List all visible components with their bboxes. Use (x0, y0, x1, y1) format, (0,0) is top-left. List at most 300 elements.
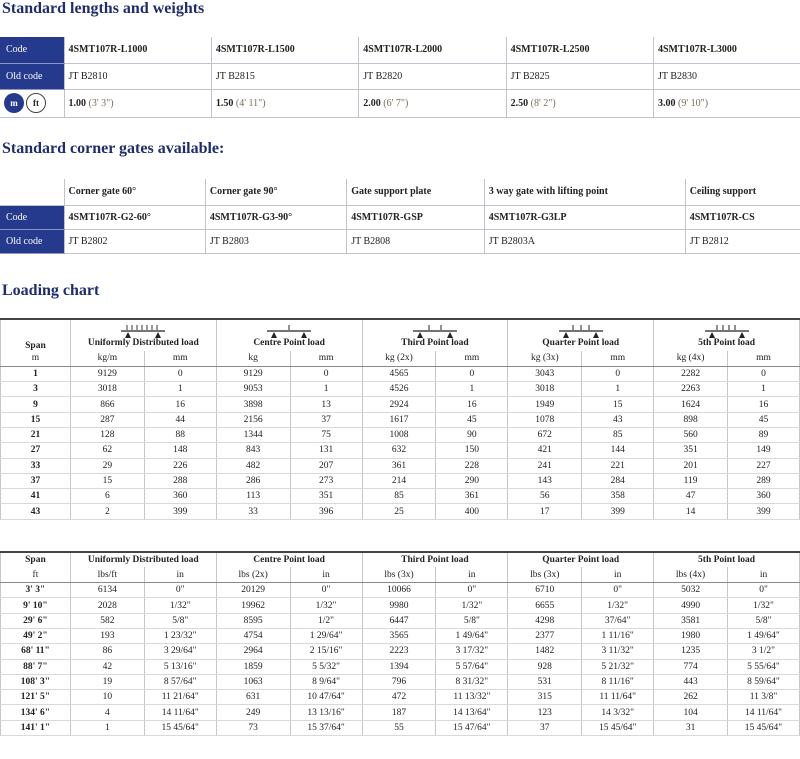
value-cell: 796 (362, 674, 436, 689)
value-cell: 119 (654, 473, 728, 488)
value-cell: 15 45/64" (144, 720, 216, 735)
value-cell: 15 (70, 473, 144, 488)
span-cell: 29' 6" (1, 613, 71, 628)
value-cell: 15 45/64" (728, 720, 800, 735)
value-cell: 2377 (508, 628, 582, 643)
value-cell: 8 9/64" (290, 674, 362, 689)
value-cell: 6 (70, 489, 144, 504)
value-cell: 0" (582, 583, 654, 598)
lengths-table (0, 37, 800, 118)
table-row (1, 720, 800, 735)
unit-header: kg (3x) (508, 351, 582, 366)
value-cell: 2964 (216, 644, 290, 659)
value-cell: 360 (728, 489, 800, 504)
unit-header: mm (582, 351, 654, 366)
span-label: Span (1, 552, 71, 567)
value-cell: 62 (70, 443, 144, 458)
span-unit: m (1, 351, 71, 366)
value-cell: 56 (508, 489, 582, 504)
table-row (1, 705, 800, 720)
value-cell: 2028 (70, 598, 144, 613)
value-cell: 632 (362, 443, 436, 458)
value-cell: 6447 (362, 613, 436, 628)
value-cell: 360 (144, 489, 216, 504)
value-cell: 1624 (654, 397, 728, 412)
span-cell: 37 (1, 473, 71, 488)
value-cell: 631 (216, 690, 290, 705)
value-cell: 531 (508, 674, 582, 689)
value-cell: 399 (728, 504, 800, 519)
value-cell: 9129 (70, 366, 144, 381)
group-third-point: Third Point load (362, 552, 508, 567)
value-cell: 8 31/32" (436, 674, 508, 689)
span-cell: 49' 2" (1, 628, 71, 643)
value-cell: 226 (144, 458, 216, 473)
value-cell: 15 37/64" (290, 720, 362, 735)
third-point-diagram-icon (411, 324, 459, 338)
span-label: Span (1, 319, 71, 351)
value-cell: 361 (362, 458, 436, 473)
value-cell: 351 (290, 489, 362, 504)
value-cell: 4565 (362, 366, 436, 381)
value-cell: 1980 (654, 628, 728, 643)
value-cell: 3018 (70, 382, 144, 397)
length-size: 1.50 (4' 11") (211, 89, 358, 117)
group-centre-point: Centre Point load (216, 319, 362, 351)
length-old-code: JT B2825 (506, 63, 653, 89)
group-quarter-point: Quarter Point load (508, 552, 654, 567)
value-cell: 148 (144, 443, 216, 458)
section-title-lengths: Standard lengths and weights (2, 0, 205, 17)
value-cell: 10066 (362, 583, 436, 598)
value-cell: 14 11/64" (728, 705, 800, 720)
value-cell: 0" (728, 583, 800, 598)
value-cell: 866 (70, 397, 144, 412)
value-cell: 89 (728, 427, 800, 442)
gate-name: Corner gate 90° (205, 179, 346, 205)
value-cell: 16 (144, 397, 216, 412)
value-cell: 0 (290, 366, 362, 381)
value-cell: 6710 (508, 583, 582, 598)
gate-old-code: JT B2812 (685, 229, 800, 253)
value-cell: 9980 (362, 598, 436, 613)
value-cell: 13 (290, 397, 362, 412)
value-cell: 123 (508, 705, 582, 720)
metric-body (1, 366, 800, 519)
value-cell: 14 11/64" (144, 705, 216, 720)
value-cell: 150 (436, 443, 508, 458)
value-cell: 5 57/64" (436, 659, 508, 674)
length-code: 4SMT107R-L2000 (359, 37, 506, 63)
value-cell: 0" (144, 583, 216, 598)
gates-old-code-row (0, 229, 800, 253)
value-cell: 241 (508, 458, 582, 473)
metric-group-row (1, 319, 800, 351)
value-cell: 10 (70, 690, 144, 705)
value-cell: 4 (70, 705, 144, 720)
value-cell: 262 (654, 690, 728, 705)
value-cell: 8595 (216, 613, 290, 628)
table-row (1, 598, 800, 613)
value-cell: 4990 (654, 598, 728, 613)
value-cell: 55 (362, 720, 436, 735)
table-row (1, 504, 800, 519)
value-cell: 17 (508, 504, 582, 519)
span-cell: 21 (1, 427, 71, 442)
group-centre-point: Centre Point load (216, 552, 362, 567)
value-cell: 928 (508, 659, 582, 674)
value-cell: 31 (654, 720, 728, 735)
value-cell: 5 13/16" (144, 659, 216, 674)
length-code: 4SMT107R-L2500 (506, 37, 653, 63)
length-size: 2.00 (6' 7") (359, 89, 506, 117)
value-cell: 4526 (362, 382, 436, 397)
value-cell: 8 57/64" (144, 674, 216, 689)
value-cell: 2223 (362, 644, 436, 659)
value-cell: 1 49/64" (728, 628, 800, 643)
value-cell: 128 (70, 427, 144, 442)
value-cell: 672 (508, 427, 582, 442)
value-cell: 1 (290, 382, 362, 397)
length-code: 4SMT107R-L1500 (211, 37, 358, 63)
value-cell: 396 (290, 504, 362, 519)
value-cell: 2 (70, 504, 144, 519)
length-size: 1.00 (3' 3") (64, 89, 211, 117)
value-cell: 11 3/8" (728, 690, 800, 705)
value-cell: 4298 (508, 613, 582, 628)
span-cell: 15 (1, 412, 71, 427)
value-cell: 104 (654, 705, 728, 720)
group-third-point: Third Point load (362, 319, 508, 351)
lengths-size-row (0, 89, 800, 117)
value-cell: 5/8" (436, 613, 508, 628)
value-cell: 0 (436, 366, 508, 381)
table-row (1, 443, 800, 458)
value-cell: 3018 (508, 382, 582, 397)
span-cell: 43 (1, 504, 71, 519)
section-title-loading: Loading chart (2, 282, 100, 299)
span-cell: 41 (1, 489, 71, 504)
table-row (1, 458, 800, 473)
gate-name: Corner gate 60° (64, 179, 205, 205)
value-cell: 287 (70, 412, 144, 427)
span-cell: 134' 6" (1, 705, 71, 720)
value-cell: 3043 (508, 366, 582, 381)
gates-name-row (0, 179, 800, 205)
value-cell: 582 (70, 613, 144, 628)
unit-header: mm (436, 351, 508, 366)
span-cell: 1 (1, 366, 71, 381)
group-fifth-point: 5th Point load (654, 319, 800, 351)
value-cell: 90 (436, 427, 508, 442)
span-cell: 141' 1" (1, 720, 71, 735)
value-cell: 399 (144, 504, 216, 519)
lengths-code-row (0, 37, 800, 63)
value-cell: 5/8" (144, 613, 216, 628)
value-cell: 1/32" (582, 598, 654, 613)
value-cell: 3 17/32" (436, 644, 508, 659)
value-cell: 1/32" (436, 598, 508, 613)
span-cell: 108' 3" (1, 674, 71, 689)
gate-code: 4SMT107R-G3-90° (205, 205, 346, 229)
unit-header: mm (144, 351, 216, 366)
value-cell: 1859 (216, 659, 290, 674)
value-cell: 37 (290, 412, 362, 427)
value-cell: 25 (362, 504, 436, 519)
value-cell: 45 (436, 412, 508, 427)
value-cell: 1063 (216, 674, 290, 689)
value-cell: 443 (654, 674, 728, 689)
value-cell: 288 (144, 473, 216, 488)
value-cell: 9129 (216, 366, 290, 381)
value-cell: 10 47/64" (290, 690, 362, 705)
value-cell: 2 15/16" (290, 644, 362, 659)
imperial-body (1, 583, 800, 736)
gates-code-row (0, 205, 800, 229)
value-cell: 143 (508, 473, 582, 488)
value-cell: 15 (582, 397, 654, 412)
gate-name: Ceiling support (685, 179, 800, 205)
table-row (1, 397, 800, 412)
value-cell: 47 (654, 489, 728, 504)
gate-code: 4SMT107R-CS (685, 205, 800, 229)
unit-toggle (0, 89, 64, 117)
fifth-point-diagram-icon (703, 324, 751, 338)
value-cell: 5/8" (728, 613, 800, 628)
value-cell: 14 (654, 504, 728, 519)
value-cell: 11 21/64" (144, 690, 216, 705)
span-cell: 33 (1, 458, 71, 473)
value-cell: 361 (436, 489, 508, 504)
lengths-old-code-row (0, 63, 800, 89)
value-cell: 207 (290, 458, 362, 473)
span-unit: ft (1, 567, 71, 582)
value-cell: 0 (582, 366, 654, 381)
table-row (1, 659, 800, 674)
value-cell: 228 (436, 458, 508, 473)
table-row (1, 366, 800, 381)
gate-old-code: JT B2803A (484, 229, 685, 253)
value-cell: 286 (216, 473, 290, 488)
span-cell: 3 (1, 382, 71, 397)
value-cell: 221 (582, 458, 654, 473)
value-cell: 201 (654, 458, 728, 473)
length-old-code: JT B2810 (64, 63, 211, 89)
span-cell: 9' 10" (1, 598, 71, 613)
unit-header: kg (216, 351, 290, 366)
value-cell: 42 (70, 659, 144, 674)
value-cell: 14 3/32" (582, 705, 654, 720)
value-cell: 2263 (654, 382, 728, 397)
value-cell: 472 (362, 690, 436, 705)
value-cell: 898 (654, 412, 728, 427)
value-cell: 88 (144, 427, 216, 442)
quarter-point-diagram-icon (557, 324, 605, 338)
unit-header: lbs (2x) (216, 567, 290, 582)
value-cell: 5032 (654, 583, 728, 598)
value-cell: 37 (508, 720, 582, 735)
length-size: 3.00 (9' 10") (654, 89, 800, 117)
unit-header: kg/m (70, 351, 144, 366)
value-cell: 5 5/32" (290, 659, 362, 674)
value-cell: 8 11/16" (582, 674, 654, 689)
imperial-group-row (1, 552, 800, 567)
gate-code: 4SMT107R-G2-60° (64, 205, 205, 229)
value-cell: 131 (290, 443, 362, 458)
row-label-old-code: Old code (0, 229, 64, 253)
value-cell: 5 21/32" (582, 659, 654, 674)
value-cell: 19962 (216, 598, 290, 613)
value-cell: 13 13/16" (290, 705, 362, 720)
table-row (1, 427, 800, 442)
imperial-units-row (1, 567, 800, 582)
value-cell: 774 (654, 659, 728, 674)
length-old-code: JT B2830 (654, 63, 800, 89)
length-size: 2.50 (8' 2") (506, 89, 653, 117)
length-old-code: JT B2815 (211, 63, 358, 89)
value-cell: 44 (144, 412, 216, 427)
value-cell: 0 (144, 366, 216, 381)
value-cell: 14 13/64" (436, 705, 508, 720)
table-row (1, 628, 800, 643)
unit-ft-button[interactable]: ft (26, 93, 46, 113)
unit-header: lbs/ft (70, 567, 144, 582)
value-cell: 0" (290, 583, 362, 598)
value-cell: 75 (290, 427, 362, 442)
unit-header: lbs (3x) (508, 567, 582, 582)
value-cell: 1344 (216, 427, 290, 442)
group-fifth-point: 5th Point load (654, 552, 800, 567)
value-cell: 86 (70, 644, 144, 659)
span-cell: 9 (1, 397, 71, 412)
value-cell: 85 (362, 489, 436, 504)
loading-chart-metric (0, 318, 800, 520)
unit-header: mm (728, 351, 800, 366)
gate-code: 4SMT107R-G3LP (484, 205, 685, 229)
group-udl: Uniformly Distributed load (70, 319, 216, 351)
value-cell: 358 (582, 489, 654, 504)
value-cell: 0" (436, 583, 508, 598)
value-cell: 16 (728, 397, 800, 412)
value-cell: 227 (728, 458, 800, 473)
gate-code: 4SMT107R-GSP (347, 205, 485, 229)
value-cell: 16 (436, 397, 508, 412)
value-cell: 1 (144, 382, 216, 397)
table-row (1, 674, 800, 689)
value-cell: 1 49/64" (436, 628, 508, 643)
table-row (1, 489, 800, 504)
value-cell: 3 29/64" (144, 644, 216, 659)
table-row (1, 644, 800, 659)
value-cell: 11 13/32" (436, 690, 508, 705)
value-cell: 1/32" (728, 598, 800, 613)
gates-table (0, 179, 800, 254)
value-cell: 0 (728, 366, 800, 381)
value-cell: 214 (362, 473, 436, 488)
value-cell: 45 (728, 412, 800, 427)
unit-header: in (290, 567, 362, 582)
value-cell: 289 (728, 473, 800, 488)
centre-point-diagram-icon (265, 324, 313, 338)
value-cell: 3581 (654, 613, 728, 628)
value-cell: 144 (582, 443, 654, 458)
row-label-code: Code (0, 205, 64, 229)
value-cell: 3565 (362, 628, 436, 643)
gate-name: 3 way gate with lifting point (484, 179, 685, 205)
value-cell: 29 (70, 458, 144, 473)
unit-header: kg (4x) (654, 351, 728, 366)
value-cell: 73 (216, 720, 290, 735)
value-cell: 4754 (216, 628, 290, 643)
value-cell: 33 (216, 504, 290, 519)
unit-header: lbs (4x) (654, 567, 728, 582)
unit-header: mm (290, 351, 362, 366)
row-label-old-code: Old code (0, 63, 64, 89)
value-cell: 193 (70, 628, 144, 643)
value-cell: 8 59/64" (728, 674, 800, 689)
value-cell: 113 (216, 489, 290, 504)
section-title-gates: Standard corner gates available: (2, 140, 225, 157)
value-cell: 20129 (216, 583, 290, 598)
unit-header: in (436, 567, 508, 582)
value-cell: 1 11/16" (582, 628, 654, 643)
metric-units-row (1, 351, 800, 366)
value-cell: 1394 (362, 659, 436, 674)
value-cell: 19 (70, 674, 144, 689)
value-cell: 1 29/64" (290, 628, 362, 643)
unit-m-button[interactable]: m (4, 93, 24, 113)
unit-header: in (144, 567, 216, 582)
group-quarter-point: Quarter Point load (508, 319, 654, 351)
value-cell: 2156 (216, 412, 290, 427)
value-cell: 149 (728, 443, 800, 458)
value-cell: 37/64" (582, 613, 654, 628)
value-cell: 421 (508, 443, 582, 458)
loading-chart-imperial (0, 551, 800, 736)
value-cell: 843 (216, 443, 290, 458)
value-cell: 1949 (508, 397, 582, 412)
span-cell: 3' 3" (1, 583, 71, 598)
span-cell: 68' 11" (1, 644, 71, 659)
value-cell: 2924 (362, 397, 436, 412)
value-cell: 1078 (508, 412, 582, 427)
value-cell: 15 45/64" (582, 720, 654, 735)
span-cell: 121' 5" (1, 690, 71, 705)
table-row (1, 412, 800, 427)
value-cell: 1235 (654, 644, 728, 659)
value-cell: 351 (654, 443, 728, 458)
value-cell: 11 11/64" (582, 690, 654, 705)
row-label-code: Code (0, 37, 64, 63)
value-cell: 273 (290, 473, 362, 488)
table-row (1, 690, 800, 705)
length-old-code: JT B2820 (359, 63, 506, 89)
gate-old-code: JT B2808 (347, 229, 485, 253)
value-cell: 315 (508, 690, 582, 705)
value-cell: 400 (436, 504, 508, 519)
value-cell: 560 (654, 427, 728, 442)
table-row (1, 473, 800, 488)
table-row (1, 583, 800, 598)
value-cell: 3 11/32" (582, 644, 654, 659)
value-cell: 1 (728, 382, 800, 397)
value-cell: 2282 (654, 366, 728, 381)
value-cell: 249 (216, 705, 290, 720)
span-cell: 27 (1, 443, 71, 458)
udl-diagram-icon (119, 324, 167, 338)
table-row (1, 382, 800, 397)
unit-header: lbs (3x) (362, 567, 436, 582)
